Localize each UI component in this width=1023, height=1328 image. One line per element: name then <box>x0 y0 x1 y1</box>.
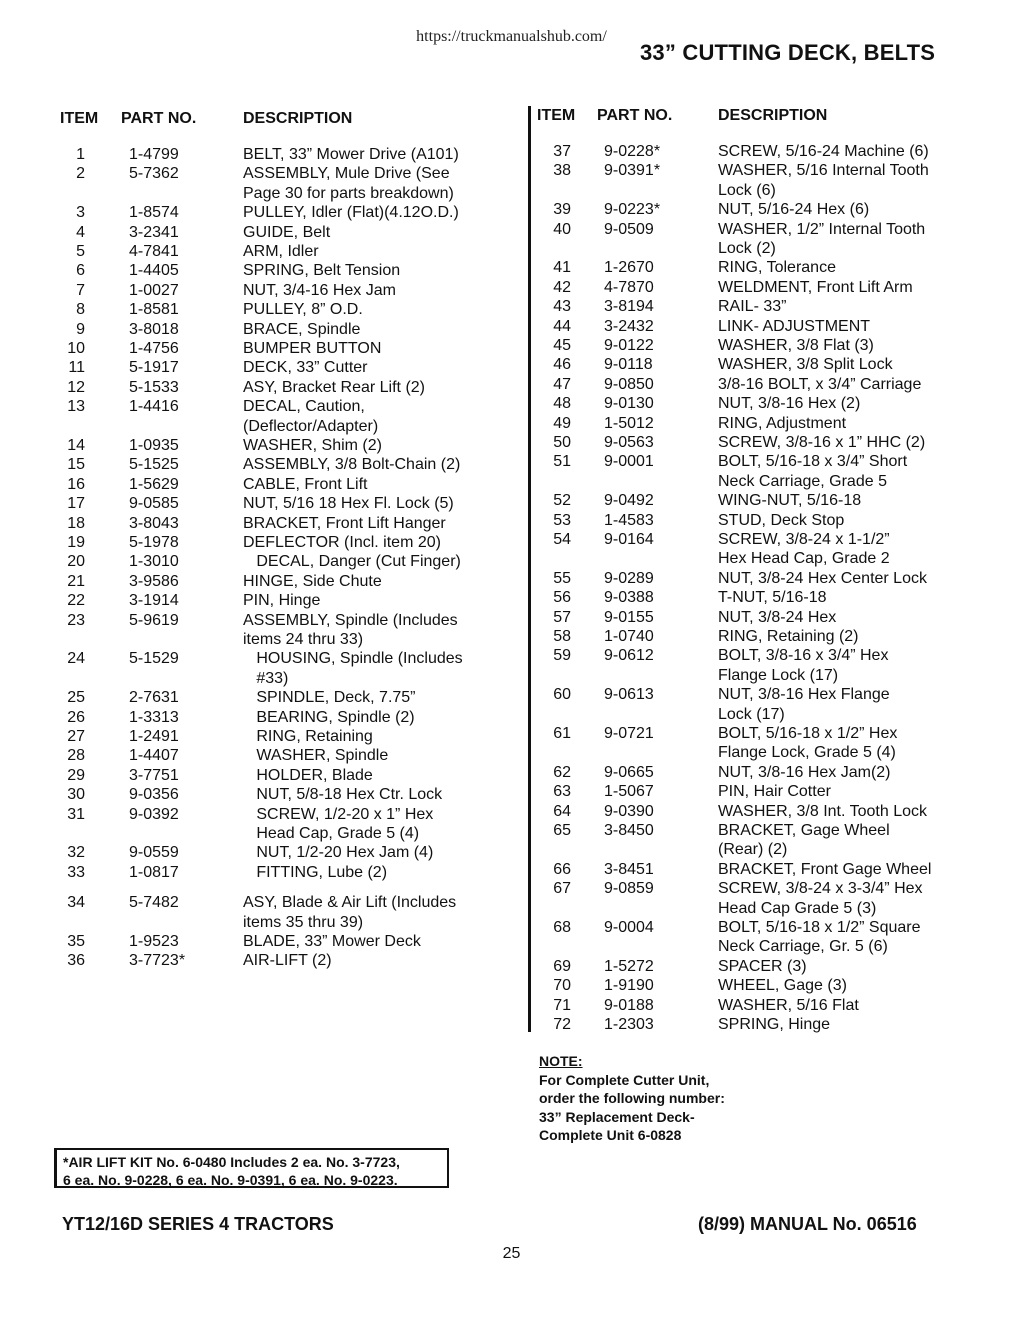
part-number: 9-0390 <box>604 802 654 820</box>
item-number: 27 <box>67 728 85 745</box>
part-description: WING-NUT, 5/16-18 <box>718 492 862 510</box>
part-description: Lock (6) <box>718 181 776 199</box>
item-number: 32 <box>67 844 85 862</box>
part-description: (Deflector/Adapter) <box>243 417 379 435</box>
part-description: WASHER, 3/8 Flat (3) <box>718 337 874 354</box>
part-description: HOUSING, Spindle (Includes <box>243 650 463 668</box>
item-number: 22 <box>67 592 85 610</box>
part-description: BLADE, 33” Mower Deck <box>243 933 421 950</box>
part-number: 9-0859 <box>604 880 654 898</box>
part-number: 1-4756 <box>129 340 179 357</box>
part-description: NUT, 5/16-24 Hex (6) <box>718 201 870 219</box>
part-description: WASHER, 5/16 Internal Tooth <box>718 162 929 180</box>
item-number: 10 <box>67 340 85 357</box>
part-description: ASY, Bracket Rear Lift (2) <box>243 378 425 396</box>
part-number: 1-0027 <box>129 281 179 299</box>
item-number: 67 <box>553 880 571 898</box>
part-description: CABLE, Front Lift <box>243 475 368 493</box>
left-item-header: ITEM <box>60 110 99 127</box>
part-description: NUT, 5/8-18 Hex Ctr. Lock <box>243 786 443 804</box>
part-number: 9-0509 <box>604 220 654 238</box>
page-number: 25 <box>502 1245 521 1262</box>
item-number: 44 <box>553 317 571 335</box>
part-number: 4-7870 <box>604 278 654 296</box>
part-number: 1-0740 <box>604 628 654 645</box>
part-description: HINGE, Side Chute <box>243 572 382 590</box>
item-number: 64 <box>553 802 571 820</box>
item-number: 15 <box>67 456 85 474</box>
part-description: AIR-LIFT (2) <box>243 952 332 970</box>
item-number: 43 <box>553 298 571 316</box>
part-description: RAIL- 33” <box>718 298 787 316</box>
part-description: RING, Retaining <box>243 728 373 745</box>
part-number: 5-1917 <box>129 359 179 377</box>
part-number: 9-0289 <box>604 569 654 587</box>
right-description-header: DESCRIPTION <box>718 107 828 124</box>
part-description: WASHER, 3/8 Int. Tooth Lock <box>718 802 927 820</box>
part-description: SPRING, Hinge <box>718 1016 831 1033</box>
part-number: 9-0388 <box>604 589 654 607</box>
item-number: 11 <box>68 359 85 377</box>
part-description: WASHER, 1/2” Internal Tooth <box>718 220 926 238</box>
item-number: 17 <box>67 495 85 513</box>
part-description: STUD, Deck Stop <box>718 511 845 529</box>
item-number: 39 <box>553 201 571 219</box>
part-number: 9-0613 <box>604 686 654 704</box>
part-number: 9-0004 <box>604 919 654 936</box>
part-description: NUT, 3/8-16 Hex Flange <box>718 686 890 704</box>
right-part-header: PART NO. <box>597 107 673 124</box>
item-number: 49 <box>553 414 571 432</box>
part-description: NUT, 3/4-16 Hex Jam <box>243 281 396 299</box>
part-number: 1-5067 <box>604 783 654 801</box>
part-number: 1-5629 <box>129 475 179 493</box>
item-number: 55 <box>553 569 571 587</box>
part-description: LINK- ADJUSTMENT <box>718 317 871 335</box>
part-number: 9-0850 <box>604 375 654 393</box>
note-heading: NOTE: <box>539 1053 583 1069</box>
part-number: 9-0585 <box>129 495 179 513</box>
part-description: RING, Adjustment <box>718 414 847 432</box>
part-number: 9-0559 <box>129 844 179 862</box>
item-number: 66 <box>553 860 571 878</box>
part-number: 1-9523 <box>129 933 179 950</box>
part-description: RING, Retaining (2) <box>718 628 859 645</box>
part-number: 3-7723* <box>129 952 186 970</box>
item-number: 13 <box>67 398 85 416</box>
column-divider <box>528 106 531 1032</box>
part-number: 1-5012 <box>604 414 654 432</box>
part-description: BOLT, 3/8-16 x 3/4” Hex <box>718 647 889 665</box>
part-description: WHEEL, Gage (3) <box>718 977 847 995</box>
item-number: 19 <box>67 534 85 551</box>
part-number: 9-0188 <box>604 996 654 1014</box>
part-description: BOLT, 5/16-18 x 1/2” Square <box>718 919 921 936</box>
part-number: 5-1533 <box>129 378 179 396</box>
item-number: 31 <box>67 805 85 823</box>
part-description: WASHER, 5/16 Flat <box>718 996 859 1014</box>
part-description: items 35 thru 39) <box>243 913 364 931</box>
item-number: 45 <box>553 337 571 354</box>
item-number: 68 <box>553 919 571 936</box>
item-number: 23 <box>67 611 85 629</box>
part-number: 1-4799 <box>129 146 179 163</box>
part-number: 3-8194 <box>604 298 654 316</box>
item-number: 18 <box>67 514 85 532</box>
part-number: 9-0001 <box>604 453 654 471</box>
part-description: WASHER, Spindle <box>243 747 389 765</box>
part-description: PULLEY, Idler (Flat)(4.12O.D.) <box>243 204 459 222</box>
part-description: PIN, Hair Cotter <box>718 783 831 801</box>
part-number: 5-9619 <box>129 611 179 629</box>
source-url: https://truckmanualshub.com/ <box>416 28 607 45</box>
part-description: DEFLECTOR (Incl. item 20) <box>243 534 441 551</box>
part-description: PIN, Hinge <box>243 592 321 610</box>
part-number: 9-0228* <box>604 143 661 160</box>
part-description: NUT, 3/8-24 Hex Center Lock <box>718 569 927 587</box>
item-number: 16 <box>67 475 85 493</box>
right-item-header: ITEM <box>537 107 576 124</box>
part-number: 4-7841 <box>129 243 179 260</box>
part-description: WELDMENT, Front Lift Arm <box>718 278 913 296</box>
part-description: Flange Lock (17) <box>718 666 839 684</box>
item-number: 52 <box>553 492 571 510</box>
part-number: 9-0721 <box>604 725 654 742</box>
part-description: WASHER, 3/8 Split Lock <box>718 356 893 374</box>
item-number: 34 <box>67 894 85 912</box>
part-number: 9-0122 <box>604 337 654 354</box>
part-description: ASSEMBLY, 3/8 Bolt-Chain (2) <box>243 456 461 474</box>
item-number: 63 <box>553 783 571 801</box>
part-number: 9-0391* <box>604 162 661 180</box>
part-number: 3-8018 <box>129 320 179 338</box>
item-number: 59 <box>553 647 571 665</box>
part-number: 5-7362 <box>129 165 179 183</box>
part-description: FITTING, Lube (2) <box>243 863 388 881</box>
item-number: 65 <box>553 822 571 839</box>
part-description: NUT, 3/8-16 Hex (2) <box>718 395 861 413</box>
air-lift-kit-box <box>54 1148 449 1188</box>
part-description: WASHER, Shim (2) <box>243 437 382 454</box>
item-number: 6 <box>76 262 85 280</box>
part-description: BRACKET, Gage Wheel <box>718 822 890 839</box>
part-description: #33) <box>243 669 289 687</box>
note-line: order the following number: <box>539 1090 725 1106</box>
item-number: 70 <box>553 977 571 995</box>
item-number: 42 <box>553 278 571 296</box>
part-number: 3-1914 <box>129 592 179 610</box>
part-description: NUT, 5/16 18 Hex Fl. Lock (5) <box>243 495 454 513</box>
item-number: 28 <box>67 747 85 765</box>
part-description: Lock (17) <box>718 705 785 723</box>
part-number: 9-0155 <box>604 608 654 626</box>
part-description: GUIDE, Belt <box>243 223 331 241</box>
part-number: 1-4405 <box>129 262 179 280</box>
part-number: 1-2670 <box>604 259 654 277</box>
part-description: Neck Carriage, Grade 5 <box>718 472 887 490</box>
item-number: 2 <box>76 165 85 183</box>
part-description: SCREW, 5/16-24 Machine (6) <box>718 143 929 160</box>
part-number: 1-4407 <box>129 747 179 765</box>
note-line: Complete Unit 6-0828 <box>539 1127 682 1143</box>
item-number: 62 <box>553 763 571 781</box>
part-description: NUT, 3/8-24 Hex <box>718 608 837 626</box>
item-number: 46 <box>553 356 571 374</box>
note-block <box>539 1052 725 1145</box>
part-number: 3-2432 <box>604 317 654 335</box>
part-number: 1-2303 <box>604 1016 654 1033</box>
part-number: 1-9190 <box>604 977 654 995</box>
left-description-header: DESCRIPTION <box>243 110 353 127</box>
item-number: 40 <box>553 220 571 238</box>
left-part-header: PART NO. <box>121 110 197 127</box>
part-description: Neck Carriage, Gr. 5 (6) <box>718 938 888 956</box>
item-number: 37 <box>553 143 571 160</box>
part-number: 1-8581 <box>129 301 179 319</box>
part-description: BELT, 33” Mower Drive (A101) <box>243 146 459 163</box>
part-description: BRACKET, Front Gage Wheel <box>718 860 932 878</box>
item-number: 69 <box>553 957 571 975</box>
kit-line: 6 ea. No. 9-0228, 6 ea. No. 9-0391, 6 ea. No. 9-0223. <box>63 1172 398 1188</box>
part-number: 1-3010 <box>129 553 179 571</box>
item-number: 21 <box>67 572 85 590</box>
page-title: 33” CUTTING DECK, BELTS <box>640 40 936 65</box>
part-number: 9-0563 <box>604 434 654 451</box>
part-number: 9-0356 <box>129 786 179 804</box>
part-description: DECAL, Caution, <box>243 398 365 416</box>
part-description: T-NUT, 5/16-18 <box>718 589 827 607</box>
part-number: 3-8043 <box>129 514 179 532</box>
part-number: 5-1525 <box>129 456 179 474</box>
item-number: 41 <box>553 259 571 277</box>
item-number: 57 <box>553 608 571 626</box>
item-number: 33 <box>67 863 85 881</box>
item-number: 7 <box>76 281 85 299</box>
footer-manual-number: (8/99) MANUAL No. 06516 <box>698 1214 917 1234</box>
part-number: 9-0492 <box>604 492 654 510</box>
part-description: Page 30 for parts breakdown) <box>243 184 454 202</box>
note-line: 33” Replacement Deck- <box>539 1108 695 1125</box>
item-number: 47 <box>553 375 571 393</box>
part-number: 2-7631 <box>129 689 179 707</box>
part-description: (Rear) (2) <box>718 841 788 859</box>
part-description: BEARING, Spindle (2) <box>243 708 415 726</box>
item-number: 51 <box>553 453 571 471</box>
part-description: ASY, Blade & Air Lift (Includes <box>243 894 457 912</box>
item-number: 72 <box>553 1016 571 1033</box>
part-description: ASSEMBLY, Mule Drive (See <box>243 165 450 183</box>
part-number: 1-0817 <box>129 863 179 881</box>
part-description: Head Cap Grade 5 (3) <box>718 899 877 917</box>
item-number: 24 <box>67 650 85 668</box>
item-number: 61 <box>553 725 571 742</box>
item-number: 54 <box>553 531 571 548</box>
item-number: 8 <box>76 301 85 319</box>
part-number: 9-0118 <box>604 356 653 374</box>
item-number: 35 <box>67 933 85 950</box>
part-number: 1-2491 <box>129 728 179 745</box>
item-number: 25 <box>67 689 85 707</box>
part-number: 5-7482 <box>129 894 179 912</box>
item-number: 4 <box>76 223 85 241</box>
part-description: SPINDLE, Deck, 7.75” <box>243 689 416 707</box>
item-number: 1 <box>76 146 85 163</box>
part-description: SPACER (3) <box>718 957 807 975</box>
item-number: 71 <box>553 996 571 1014</box>
item-number: 60 <box>553 686 571 704</box>
part-number: 3-2341 <box>129 223 179 241</box>
part-description: NUT, 3/8-16 Hex Jam(2) <box>718 763 891 781</box>
part-description: RING, Tolerance <box>718 259 836 277</box>
part-description: BUMPER BUTTON <box>243 340 382 357</box>
part-number: 1-5272 <box>604 957 654 975</box>
item-number: 30 <box>67 786 85 804</box>
item-number: 3 <box>76 204 85 222</box>
part-number: 3-8451 <box>604 860 654 878</box>
part-description: Head Cap, Grade 5 (4) <box>243 824 420 842</box>
part-number: 9-0392 <box>129 805 179 823</box>
part-description: SCREW, 3/8-24 x 3-3/4” Hex <box>718 880 923 898</box>
part-number: 3-9586 <box>129 572 179 590</box>
part-number: 1-4583 <box>604 511 654 529</box>
part-description: SPRING, Belt Tension <box>243 262 401 280</box>
part-number: 5-1978 <box>129 534 179 551</box>
part-description: DECK, 33” Cutter <box>243 359 368 377</box>
part-number: 1-4416 <box>129 398 179 416</box>
part-number: 9-0665 <box>604 763 654 781</box>
part-description: HOLDER, Blade <box>243 766 373 784</box>
part-description: ARM, Idler <box>243 243 319 260</box>
part-description: SCREW, 1/2-20 x 1” Hex <box>243 805 434 823</box>
note-line: For Complete Cutter Unit, <box>539 1071 710 1088</box>
item-number: 20 <box>67 553 85 571</box>
item-number: 53 <box>553 511 571 529</box>
part-description: Flange Lock, Grade 5 (4) <box>718 744 896 762</box>
part-number: 9-0223* <box>604 201 661 219</box>
footer-series: YT12/16D SERIES 4 TRACTORS <box>62 1214 334 1234</box>
part-number: 9-0130 <box>604 395 654 413</box>
part-description: SCREW, 3/8-16 x 1” HHC (2) <box>718 434 926 451</box>
item-number: 48 <box>553 395 571 413</box>
kit-line: *AIR LIFT KIT No. 6-0480 Includes 2 ea. No. 3-7723, <box>63 1154 400 1170</box>
part-number: 9-0164 <box>604 531 654 548</box>
part-number: 9-0612 <box>604 647 654 665</box>
item-number: 38 <box>553 162 571 180</box>
part-description: DECAL, Danger (Cut Finger) <box>243 553 461 571</box>
item-number: 14 <box>67 437 85 454</box>
part-description: Lock (2) <box>718 239 776 257</box>
part-description: BOLT, 5/16-18 x 3/4” Short <box>718 453 908 471</box>
part-number: 1-0935 <box>129 437 179 454</box>
part-description: 3/8-16 BOLT, x 3/4” Carriage <box>718 375 922 393</box>
part-description: NUT, 1/2-20 Hex Jam (4) <box>243 844 434 862</box>
item-number: 56 <box>553 589 571 607</box>
item-number: 26 <box>67 708 85 726</box>
part-description: SCREW, 3/8-24 x 1-1/2” <box>718 531 890 548</box>
part-description: BRACE, Spindle <box>243 320 361 338</box>
part-number: 1-3313 <box>129 708 179 726</box>
item-number: 12 <box>67 378 85 396</box>
part-description: BRACKET, Front Lift Hanger <box>243 514 446 532</box>
item-number: 9 <box>76 320 85 338</box>
part-number: 3-7751 <box>129 766 179 784</box>
part-description: PULLEY, 8” O.D. <box>243 301 363 319</box>
part-description: Hex Head Cap, Grade 2 <box>718 550 890 568</box>
item-number: 5 <box>76 243 85 260</box>
part-description: BOLT, 5/16-18 x 1/2” Hex <box>718 725 898 742</box>
part-number: 5-1529 <box>129 650 179 668</box>
item-number: 50 <box>553 434 571 451</box>
part-number: 1-8574 <box>129 204 179 222</box>
item-number: 58 <box>553 628 571 645</box>
part-description: ASSEMBLY, Spindle (Includes <box>243 611 458 629</box>
item-number: 36 <box>67 952 85 970</box>
part-description: items 24 thru 33) <box>243 630 364 648</box>
item-number: 29 <box>67 766 85 784</box>
part-number: 3-8450 <box>604 822 654 839</box>
